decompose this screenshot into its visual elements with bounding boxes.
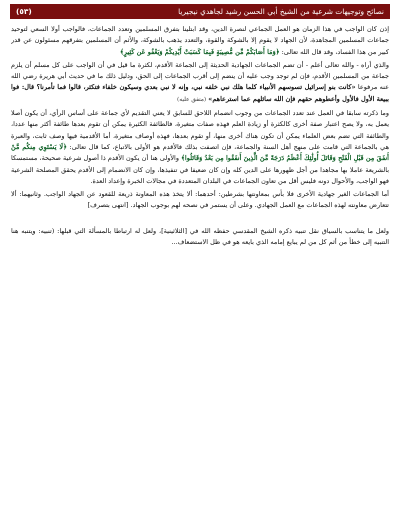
paragraph-3 bbox=[11, 108, 389, 187]
paragraph-5 bbox=[11, 226, 389, 249]
hadith-quote: «كانت بنو إسرائيل تسوسهم الأنبياء كلما هلك نبي خلفه نبي، وإنه لا نبي بعدي وسيكون خلفاء فتكثر، قالوا فما تأمرنا؟ قال: فوا ببيعة الأول فالأول وأعطوهم حقهم فإن الله سائلهم عما استرعاهم» bbox=[11, 83, 389, 103]
quran-verse-1: ﴿وَمَا أَصَابَكُمْ مِّن مُّصِيبَةٍ فَبِمَا كَسَبَتْ أَيْدِيكُمْ وَيَعْفُو عَن كَثِيرٍ﴾ bbox=[120, 47, 280, 56]
paragraph-1-text: إذن كان الواجب في هذا الزمان هو العمل الجماعي لنصرة الدين، وقد ابتلينا بتفرق المسلمين وتعدد الجماعات، فالواجب أولا السعي لتوحيد جماعات المسلمين المجاهدة، لأن الجهاد لا يقوم إلا بالشوكة والقوة، والتعدد يذهب بالشوكة، والأثم أن المسلمين بتفرقهم مسئولون عن قدر كبير من هذا الفساد، وقد قال الله تعالى: bbox=[11, 25, 389, 56]
paragraph-1 bbox=[11, 24, 389, 58]
paragraph-3-text: وما ذكرته سابقا في العمل عند تعدد الجماعات من وجوب انضمام اللاحق للسابق لا يعني التقديم لأي جماعة على أساس الرأي، أن يكون أصلا يعمل به، ولا يصح اعتبار صفة أخرى كالكثرة أو زيادة العلم فهذه صفات متغيرة، فالطائفة الكثيرة يمكن أن تقوم بعدها طائفة أكثر منها عددا، والطائفة التي تضم بعض العلماء يمكن أن تكون هناك أخرى منها، أو تقوم بعدها، فهذه أوصاف متغيرة، أما الأقدمية فيها وصف ثابت، والعبرة هي بالجماعة التي قامت على منهج أهل السنة والجماعة، فإن اتصفت بذلك فالأقدم هو الأولى بالاتباع، كما قال تعالى: bbox=[11, 109, 389, 151]
paragraph-4-text: أما الجماعات الغير جهادية الأخرى فلا بأس بمعاونتها بشرطين: أحدهما: ألا يتخذ هذه المعاونة ذريعة للقعود عن الجهاد الواجب. وثانيهما: ألا تتعارض معاونته لهذه الجماعات مع العمل الجهادي. وعلى أن يستمر في نصحه لهم بوجوب الجهاد. bbox=[11, 190, 389, 210]
document-body bbox=[11, 24, 389, 513]
paragraph-5-text: ولعل ما يتناسب بالسياق نقل تنبيه ذكره الشيخ المقدسي حفظه الله في [الثلاثينية]، ولعل له ارتباطا بالمسألة التي قبلها: (تنبيه: ويتنبه هنا التنبيه إلى خطأ من أثم كل من لم يبايع إمامه الذي بايعه هو في ظل الاستضعاف... bbox=[11, 226, 389, 247]
paragraph-4 bbox=[11, 189, 389, 212]
paragraph-3-text-after: والأولى هنا أن يكون الأقدم ذا أصول شرعية صحيحة، مستمسكا بالشريعة عاملا بها مجاهدا من أجل ظهورها على الدين كله وإن كان ضعيفا في تنفيذها، وإن كان الانضمام إلى الأقدم يحقق المصلحة الشرعية فهو الواجب، والأحوال دونه فليس أقل من تعاون الجماعات في البلدان المتعددة في مجالات الخبرة وإعداد العدة. bbox=[11, 154, 389, 185]
paragraph-4-note: [انتهى بتصرف] bbox=[87, 201, 131, 210]
header-title: نصائح وتوجيهات شرعية من الشيخ أبي الحسن رشيد لجاهدي نيجيريا bbox=[178, 7, 384, 16]
paragraph-2-text: والذي أراه - والله تعالى أعلم - أن تضم الجماعات الجهادية الحديثة إلى الجماعة الأقدم، لكثرة ما قيل في أن الواجب على كل مسلم أن يلزم جماعة من المسلمين الأقدم، فإن لم توجد وجب عليه أن ينضم إلى أقرب الجماعات إلى الحق، ودليل ذلك ما في حديث أبي هريرة رضي الله عنه مرفوعا bbox=[11, 60, 389, 92]
hadith-reference: (متفق عليه) bbox=[176, 96, 207, 103]
page-number: (٥٣) bbox=[16, 7, 32, 16]
paragraph-2 bbox=[11, 60, 389, 106]
section-spacer bbox=[11, 214, 389, 226]
quran-verse-2: ﴿لَا يَسْتَوِي مِنكُم مَّنْ أَنفَقَ مِن قَبْلِ الْفَتْحِ وَقَاتَلَ أُولَٰئِكَ أَعْظَمُ دَرَجَةً مِّنَ الَّذِينَ أَنفَقُوا مِن بَعْدُ وَقَاتَلُوا﴾ bbox=[11, 142, 389, 163]
page-header bbox=[10, 4, 390, 19]
